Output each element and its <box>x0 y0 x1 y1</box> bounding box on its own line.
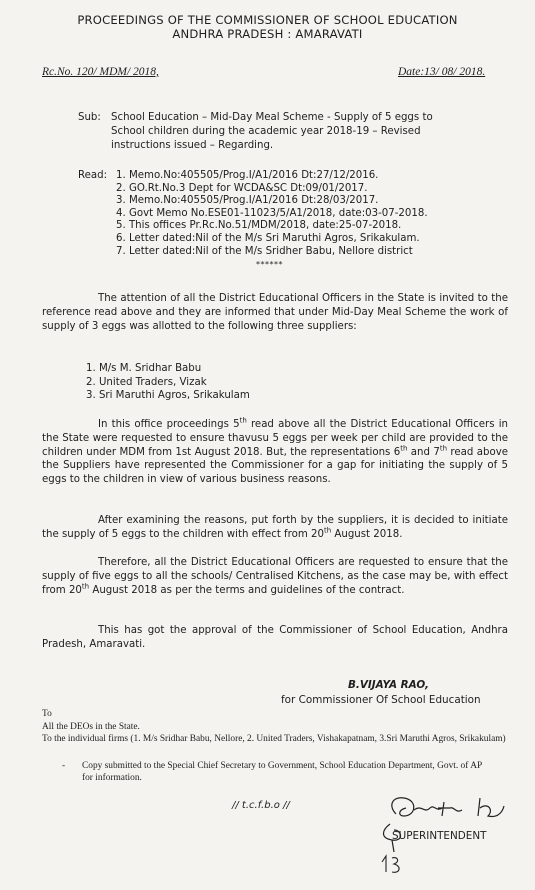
document-title: PROCEEDINGS OF THE COMMISSIONER OF SCHOOL EDUCATION <box>77 13 458 27</box>
tcfbo-mark: // t.c.f.b.o // <box>232 800 290 811</box>
read-item: 2. GO.Rt.No.3 Dept for WCDA&SC Dt:09/01/2017. <box>116 182 368 194</box>
document-date: Date:13/ 08/ 2018. <box>398 66 486 78</box>
to-label: To <box>42 709 52 719</box>
suppliers-list <box>86 362 250 403</box>
subject-line-3: instructions issued – Regarding. <box>111 139 274 151</box>
read-list <box>116 170 428 258</box>
read-label: Read: <box>78 170 108 181</box>
supplier-item: 3. Sri Maruthi Agros, Srikakulam <box>86 390 250 402</box>
supplier-item: 1. M/s M. Sridhar Babu <box>86 363 202 374</box>
body-paragraph-3: After examining the reasons, put forth by the suppliers, it is decided to initiate the supply of 5 eggs to the children with effect from 20th August 2018. <box>42 515 508 540</box>
subject-line-1: School Education – Mid-Day Meal Scheme - Supply of 5 eggs to <box>111 112 433 123</box>
superintendent-label: SUPERINTENDENT <box>392 830 487 842</box>
subject-line-2: School children during the academic year 2018-19 – Revised <box>111 125 421 137</box>
rc-number: Rc.No. 120/ MDM/ 2018, <box>42 66 159 78</box>
read-item: 4. Govt Memo No.ESE01-11023/5/A1/2018, date:03-07-2018. <box>116 207 428 219</box>
to-deos: All the DEOs in the State. <box>42 722 140 732</box>
read-item: 3. Memo.No:405505/Prog.I/A1/2016 Dt:28/03/2017. <box>116 195 379 207</box>
subject-label: Sub: <box>78 112 101 123</box>
read-item: 7. Letter dated:Nil of the M/s Sridher Babu, Nellore district <box>116 245 413 257</box>
separator-stars: ****** <box>256 260 283 269</box>
subject-text <box>111 111 511 152</box>
copy-bullet: - <box>62 761 66 771</box>
read-item: 6. Letter dated:Nil of the M/s Sri Maruthi Agros, Srikakulam. <box>116 232 420 244</box>
body-paragraph-2: In this office proceedings 5th read above all the District Educational Officers in the State were requested to ensure thavusu 5 eggs per week per child are provided to the children under MDM from 1st August 2018. But, the representations 6th and 7th read above the Suppliers have represented the Commissioner for a gap for initiating the supply of 5 eggs to the children in view of various business reasons. <box>42 416 509 486</box>
document-subtitle: ANDHRA PRADESH : AMARAVATI <box>172 27 363 41</box>
body-paragraph-1: The attention of all the District Educational Officers in the State is invited to the reference read above and they are informed that under Mid-Day Meal Scheme the work of supply of 3 eggs was allotted to the following three suppliers: <box>42 293 508 332</box>
read-item: 1. Memo.No:405505/Prog.I/A1/2016 Dt:27/12/2016. <box>116 170 379 181</box>
supplier-item: 2. United Traders, Vizak <box>86 376 207 388</box>
body-paragraph-4: Therefore, all the District Educational Officers are requested to ensure that the supply of five eggs to all the schools/ Centralised Kitchens, as the case may be, with effect from 20th August 2018 as per the terms and guidelines of the contract. <box>42 557 508 596</box>
body-paragraph-5: This has got the approval of the Commissioner of School Education, Andhra Pradesh, Amaravati. <box>42 625 508 650</box>
signatory-name: B.VIJAYA RAO, <box>348 679 429 691</box>
copy-to: Copy submitted to the Special Chief Secretary to Government, School Education Department, Govt. of AP for information. <box>82 761 482 783</box>
initial-date-flourish <box>372 818 414 876</box>
signatory-title: for Commissioner Of School Education <box>281 694 481 706</box>
read-item: 5. This offices Pr.Rc.No.51/MDM/2018, date:25-07-2018. <box>116 220 402 232</box>
to-firms: To the individual firms (1. M/s Sridhar Babu, Nellore, 2. United Traders, Vishakapatnam, 3.Sri Maruthi Agros, Srikakulam) <box>42 734 506 744</box>
